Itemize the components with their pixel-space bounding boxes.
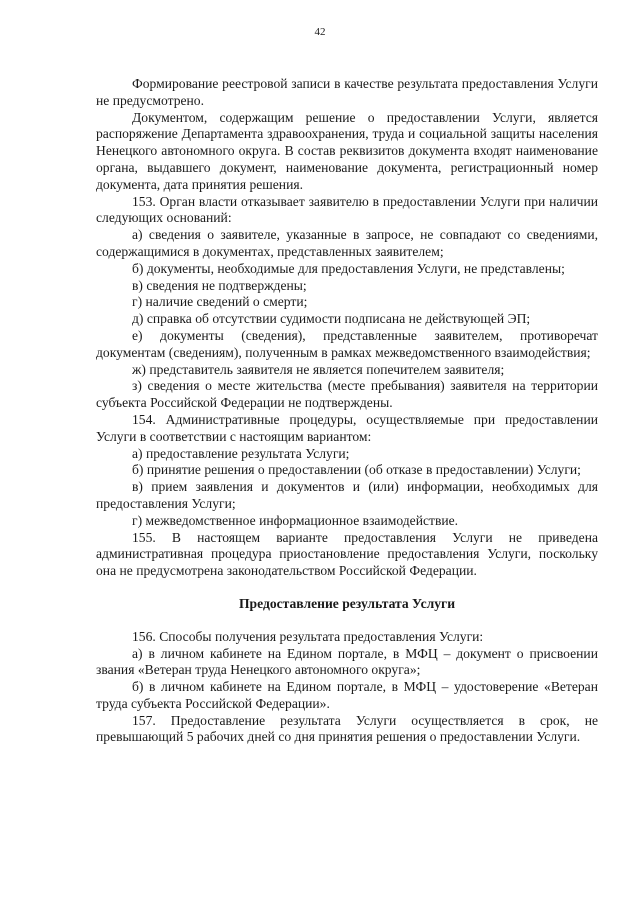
list-item-a: а) предоставление результата Услуги; bbox=[132, 445, 350, 461]
list-item-b: б) в личном кабинете на Едином портале, в МФЦ – удостоверение «Ветеран труда субъекта Российской Федерации». bbox=[96, 679, 598, 711]
list-item-d: д) справка об отсутствии судимости подписана не действующей ЭП; bbox=[132, 311, 531, 327]
document-body bbox=[96, 76, 598, 746]
paragraph: Формирование реестровой записи в качестве результата предоставления Услуги не предусмотрено. bbox=[96, 76, 598, 108]
list-item-z: з) сведения о месте жительства (месте пребывания) заявителя на территории субъекта Российской Федерации не подтверждены. bbox=[96, 378, 598, 411]
list-item-v: в) сведения не подтверждены; bbox=[132, 277, 307, 293]
list-item-e: е) документы (сведения), представленные заявителем, противоречат документам (сведениям), полученным в рамках межведомственного взаимодействия; bbox=[96, 327, 598, 360]
list-item-zh: ж) представитель заявителя не является попечителем заявителя; bbox=[132, 361, 505, 377]
list-item-b: б) документы, необходимые для предоставления Услуги, не представлены; bbox=[132, 260, 565, 276]
paragraph-156: 156. Способы получения результата предоставления Услуги: bbox=[132, 628, 484, 644]
paragraph-154: 154. Административные процедуры, осуществляемые при предоставлении Услуги в соответствии с настоящим вариантом: bbox=[96, 411, 598, 444]
list-item-a: а) сведения о заявителе, указанные в запросе, не совпадают со сведениями, содержащимися в документах, представленных заявителем; bbox=[96, 227, 598, 259]
paragraph-157: 157. Предоставление результата Услуги осуществляется в срок, не превышающий 5 рабочих дней со дня принятия решения о предоставлении Услуги. bbox=[96, 712, 598, 745]
paragraph-153: 153. Орган власти отказывает заявителю в предоставлении Услуги при наличии следующих оснований: bbox=[96, 193, 598, 226]
list-item-v: в) прием заявления и документов и (или) информации, необходимых для предоставления Услуги; bbox=[96, 479, 598, 511]
paragraph: Документом, содержащим решение о предоставлении Услуги, является распоряжение Департамента здравоохранения, труда и социальной защиты населения Ненецкого автономного округа. В состав реквизитов документа входят наименование органа, выдавшего документ, наименование документа, регистрационный номер документа, дата принятия решения. bbox=[96, 109, 598, 192]
section-heading: Предоставление результата Услуги bbox=[238, 595, 456, 611]
list-item-g: г) межведомственное информационное взаимодействие. bbox=[132, 512, 459, 528]
list-item-b: б) принятие решения о предоставлении (об отказе в предоставлении) Услуги; bbox=[132, 462, 581, 478]
paragraph-155: 155. В настоящем варианте предоставления Услуги не приведена административная процедура приостановление предоставления Услуги, поскольку она не предусмотрена законодательством Российской Федерации. bbox=[96, 529, 598, 579]
list-item-g: г) наличие сведений о смерти; bbox=[132, 294, 308, 310]
list-item-a: а) в личном кабинете на Едином портале, в МФЦ – документ о присвоении звания «Ветеран труда Ненецкого автономного округа»; bbox=[96, 645, 598, 678]
page-number: 42 bbox=[314, 26, 326, 38]
